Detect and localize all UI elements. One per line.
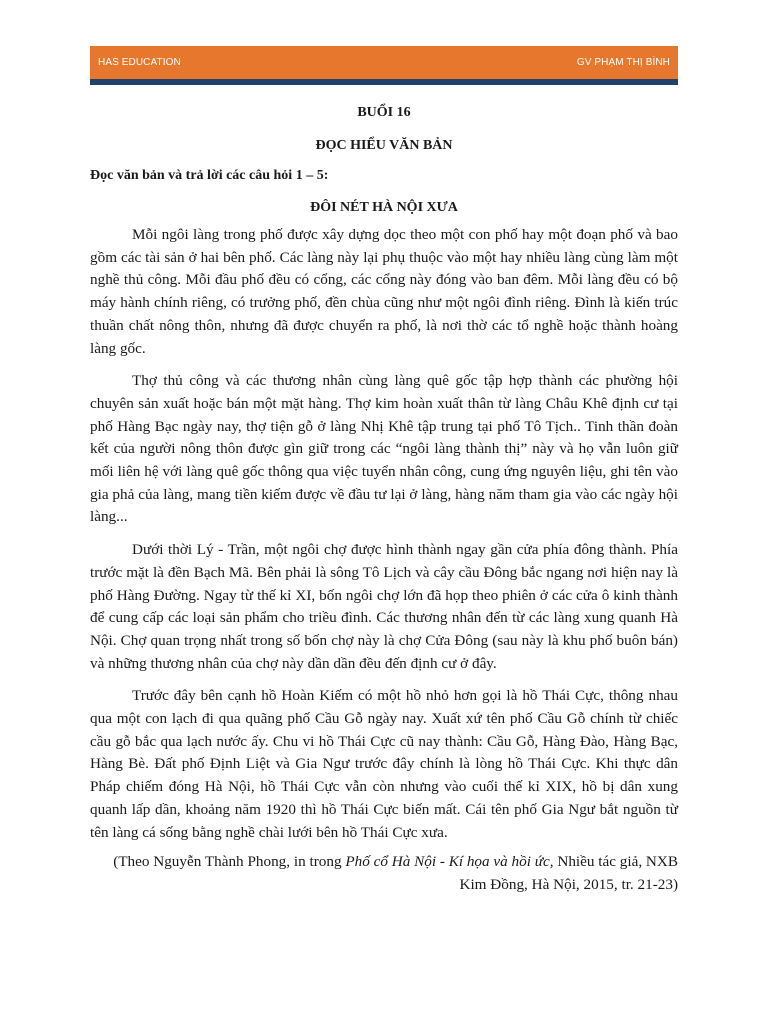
paragraph-3: Dưới thời Lý - Trần, một ngôi chợ được hình thành ngay gần cửa phía đông thành. Phía trước mặt là đền Bạch Mã. Bên phải là sông Tô Lịch và cây cầu Đông bắc ngang nơi hiện nay là phố Hàng Đường. Ngay từ thế kỉ XI, bốn ngôi chợ lớn đã họp theo phiên ở các cửa ô kinh thành để cung cấp các loại sản phẩm cho triều đình. Các thương nhân đến từ các làng xung quanh Hà Nội. Chợ quan trọng nhất trong số bốn chợ này là chợ Cửa Đông (sau này là khu phố buôn bán) và những thương nhân của chợ này dần dần đều đến định cư ở đây.: [90, 541, 678, 672]
source-citation: [90, 851, 678, 896]
session-title: BUỔI 16: [357, 105, 411, 120]
paragraph-4: Trước đây bên cạnh hồ Hoàn Kiếm có một hồ nhỏ hơn gọi là hồ Thái Cực, thông nhau qua một con lạch đi qua quãng phố Cầu Gỗ ngày nay. Xuất xứ tên phố Cầu Gỗ chính từ chiếc cầu gỗ bắc qua lạch nước ấy. Chu vi hồ Thái Cực cũ nay thành: Cầu Gỗ, Hàng Đào, Hàng Bạc, Hàng Bè. Đất phố Định Liệt và Gia Ngư trước đây chính là lòng hồ Thái Cực. Khi thực dân Pháp chiếm đóng Hà Nội, hồ Thái Cực vẫn còn nhưng vào cuối thế kỉ XIX, hồ bị dân xung quanh lấp dần, khoảng năm 1920 thì hồ Thái Cực biến mất. Cái tên phố Gia Ngư bắt nguồn từ tên làng cá sống bằng nghề chài lưới bên hồ Thái Cực xưa.: [90, 687, 678, 841]
page-header-bar: [90, 46, 678, 79]
paragraph-2: Thợ thủ công và các thương nhân cùng làng quê gốc tập hợp thành các phường hội chuyên sản xuất hoặc bán một mặt hàng. Thợ kim hoàn xuất thân từ làng Châu Khê định cư tại phố Hàng Bạc ngày nay, thợ tiện gỗ ở làng Nhị Khê tập trung tại phố Tô Tịch.. Tinh thần đoàn kết của người nông thôn được gìn giữ trong các “ngôi làng thành thị” này và họ vẫn luôn giữ mối liên hệ với làng quê gốc thông qua việc tuyển nhân công, cung ứng nguyên liệu, ghi tên vào gia phả của làng, mang tiền kiếm được về đầu tư lại ở làng, hàng năm tham gia vào các ngày hội làng...: [90, 372, 678, 526]
citation-suffix: , Nhiều tác giả, NXB Kim Đồng, Hà Nội, 2015, tr. 21-23): [459, 853, 678, 893]
instruction-text: Đọc văn bản và trả lời các câu hỏi 1 – 5:: [90, 168, 329, 183]
text-title: ĐÔI NÉT HÀ NỘI XƯA: [310, 200, 458, 215]
citation-book-title: Phố cổ Hà Nội - Kí họa và hồi ức: [345, 853, 550, 871]
paragraph-1: Mỗi ngôi làng trong phố được xây dựng dọc theo một con phố hay một đoạn phố và bao gồm các tài sản ở hai bên phố. Các làng này lại phụ thuộc vào một hay nhiều làng cùng làm một nghề thủ công. Mỗi đầu phố đều có cổng, các cổng này đóng vào ban đêm. Mỗi làng đều có bộ máy hành chính riêng, có trưởng phố, đền chùa cũng như một ngôi đình riêng. Đình là kiến trúc thuần chất nông thôn, nhưng đã được chuyển ra phố, là nơi thờ các tổ nghề hoặc thành hoàng làng gốc.: [90, 226, 678, 357]
header-right-text: GV PHẠM THỊ BÌNH: [576, 57, 670, 68]
header-left-text: HAS EDUCATION: [98, 57, 181, 68]
document-body: [90, 103, 678, 896]
header-divider: [90, 79, 678, 85]
section-title: ĐỌC HIỂU VĂN BẢN: [315, 138, 453, 153]
citation-prefix: (Theo Nguyễn Thành Phong, in trong: [113, 853, 346, 871]
